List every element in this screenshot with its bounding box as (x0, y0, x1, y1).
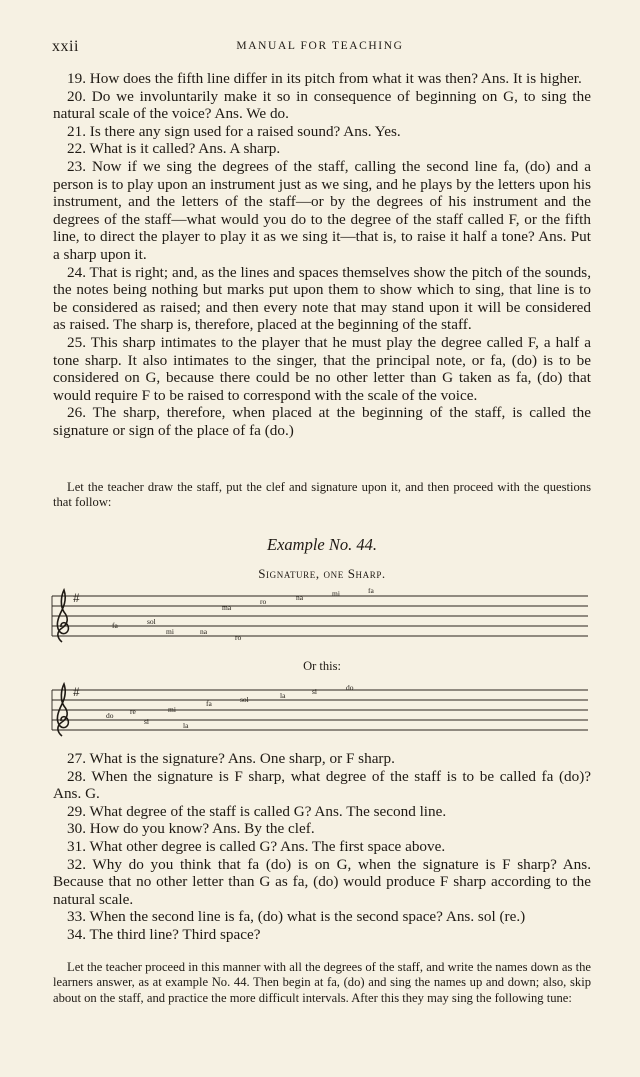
or-this-label-wrap (53, 657, 591, 675)
sharp-sign-2: # (73, 684, 80, 699)
paragraph-28: 28. When the signature is F sharp, what degree of the staff is to be called fa (do)? Ans. G. (53, 767, 591, 803)
example-subtitle: Signature, one Sharp. (258, 566, 386, 581)
paragraph-32: 32. Why do you think that fa (do) is on G, when the signature is F sharp? Ans. Because that no other letter than G as fa, (do) would produce F sharp according to the natural scale. (53, 855, 591, 908)
example-heading (53, 535, 591, 555)
svg-text:si: si (312, 687, 318, 696)
teacher-instruction-2: Let the teacher proceed in this manner with all the degrees of the staff, and write the names down as the learners answer, as at example No. 44. Then begin at fa, (do) and sing the names up and down; also, skip about on the staff, and practice the more difficult intervals. After this they may sing the following tune: (53, 960, 591, 1005)
music-staff-2 (50, 680, 590, 742)
example-title: Example No. 44. (267, 535, 377, 554)
instruction-block-2 (53, 960, 591, 1006)
paragraph-20: 20. Do we involuntarily make it so in consequence of beginning on G, to sing the natural scale of the voice? Ans. We do. (53, 87, 591, 123)
svg-text:mi: mi (166, 627, 174, 636)
paragraph-31: 31. What other degree is called G? Ans. The first space above. (67, 837, 446, 855)
paragraph-23: 23. Now if we sing the degrees of the staff, calling the second line fa, (do) and a person is to play upon an instrument just as we sing, and he plays by the letters upon his instrument, and the letters of the staff—or by the degrees of his instrument and the degrees of the staff—what would you do to the degree of the staff called F, or the fifth line, to direct the player to play it as we sing it—that is, to raise it half a tone? Ans. Put a sharp upon it. (53, 157, 591, 263)
paragraph-29: 29. What degree of the staff is called G? Ans. The second line. (67, 802, 447, 820)
paragraph-33: 33. When the second line is fa, (do) what is the second space? Ans. sol (re.) (67, 908, 526, 926)
svg-text:fa: fa (206, 699, 212, 708)
paragraph-25: 25. This sharp intimates to the player that he must play the degree called F, a half a tone sharp. It also intimates to the singer, that the principal note, or fa, (do) is to be considered on G, because there could be no other letter than G taken as fa, (do) that would require F to be raised to correspond with the scale of the voice. (53, 333, 591, 404)
svg-text:do: do (346, 683, 354, 692)
text-block-top (53, 70, 591, 439)
or-this-label: Or this: (303, 659, 341, 673)
svg-text:fa: fa (368, 588, 374, 595)
page-number: xxii (52, 38, 79, 55)
svg-text:la: la (183, 721, 189, 730)
instruction-block-1 (53, 480, 591, 511)
page-header (0, 38, 640, 56)
paragraph-34: 34. The third line? Third space? (67, 925, 261, 943)
svg-text:ro: ro (260, 597, 267, 606)
example-subheading (53, 566, 591, 582)
paragraph-27: 27. What is the signature? Ans. One sharp, or F sharp. (67, 750, 395, 767)
svg-text:sol: sol (147, 617, 156, 626)
svg-text:sol: sol (240, 695, 249, 704)
svg-text:na: na (200, 627, 208, 636)
paragraph-21: 21. Is there any sign used for a raised sound? Ans. Yes. (67, 122, 401, 140)
svg-text:do: do (106, 711, 114, 720)
svg-text:si: si (144, 717, 150, 726)
svg-text:ro: ro (235, 633, 242, 642)
paragraph-30: 30. How do you know? Ans. By the clef. (67, 820, 315, 838)
text-block-bottom (53, 750, 591, 944)
paragraph-24: 24. That is right; and, as the lines and spaces themselves show the pitch of the sounds, the notes being nothing but marks put upon them to show which to sing, that line is to be considered as raised; and then every note that may stand upon it will be considered as raised. The sharp is, therefore, placed at the beginning of the staff. (53, 263, 591, 334)
svg-text:fa: fa (112, 621, 118, 630)
music-staff-1 (50, 588, 590, 650)
svg-text:re: re (130, 707, 136, 716)
sharp-sign-1: # (73, 590, 80, 605)
svg-text:la: la (280, 691, 286, 700)
paragraph-26: 26. The sharp, therefore, when placed at the beginning of the staff, is called the signature or sign of the place of fa (do.) (53, 404, 591, 439)
svg-text:mi: mi (332, 589, 340, 598)
svg-text:mi: mi (168, 705, 176, 714)
paragraph-22: 22. What is it called? Ans. A sharp. (67, 140, 281, 158)
staff-lines-1 (52, 596, 588, 636)
svg-text:ma: ma (222, 603, 232, 612)
teacher-instruction: Let the teacher draw the staff, put the clef and signature upon it, and then proceed with the questions that follow: (53, 480, 591, 510)
running-title: MANUAL FOR TEACHING (236, 40, 404, 52)
svg-text:na: na (296, 593, 304, 602)
paragraph-19: 19. How does the fifth line differ in its pitch from what it was then? Ans. It is higher. (67, 70, 582, 87)
